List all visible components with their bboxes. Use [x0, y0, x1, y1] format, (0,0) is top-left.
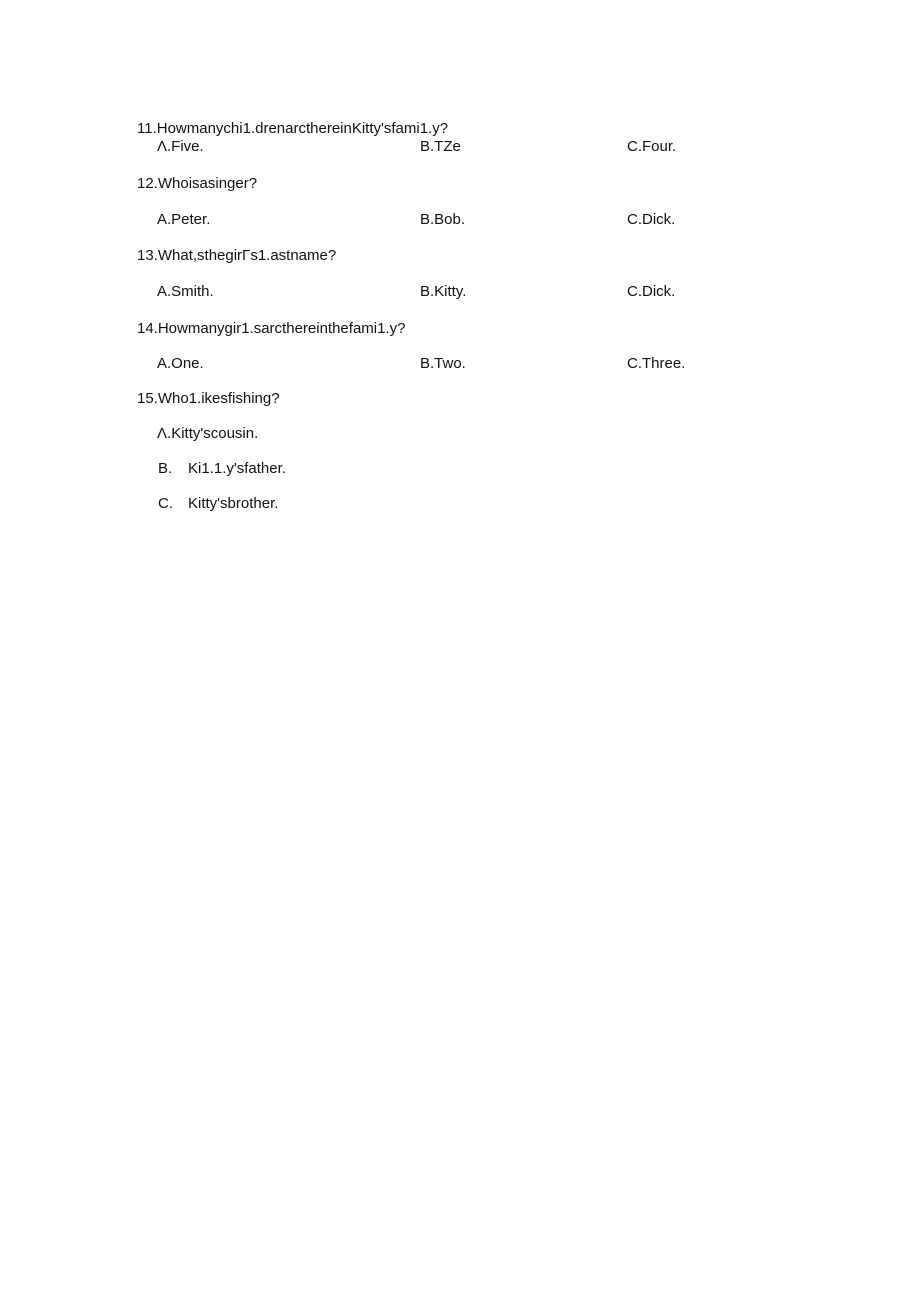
question-14-option-a: A.One. [157, 355, 204, 372]
question-15-option-c-text: Kitty'sbrother. [188, 495, 279, 512]
question-13-option-a: A.Smith. [157, 283, 214, 300]
question-11-option-a: Λ.Five. [157, 138, 204, 155]
question-13-stem: 13.What,sthegirΓs1.astname? [137, 247, 337, 264]
question-12-option-c: C.Dick. [627, 211, 676, 228]
question-12-option-b: B.Bob. [420, 211, 466, 228]
question-14-option-c: C.Three. [627, 355, 686, 372]
question-15-option-a [157, 425, 258, 443]
question-15-option-c-letter: C. [158, 495, 173, 512]
question-15-option-a-letter: Λ. [157, 425, 172, 442]
question-15-option-b-text: Ki1.1.y'sfather. [188, 460, 286, 477]
question-12-option-a: A.Peter. [157, 211, 211, 228]
question-14-option-b: B.Two. [420, 355, 466, 372]
question-11-option-c: C.Four. [627, 138, 677, 155]
question-12-stem: 12.Whoisasinger? [137, 175, 258, 192]
question-11-option-b: B.TZe [420, 138, 461, 155]
question-15-option-b-letter: B. [158, 460, 173, 477]
question-11-stem: 11.Howmanychi1.drenarcthereinKitty'sfami1.y? [137, 120, 449, 137]
question-13-option-b: B.Kitty. [420, 283, 467, 300]
question-15-option-a-text: Kitty'scousin. [171, 425, 259, 442]
question-13-option-c: C.Dick. [627, 283, 676, 300]
question-14-stem: 14.Howmanygir1.sarcthereinthefami1.y? [137, 320, 406, 337]
question-15-stem: 15.Who1.ikesfishing? [137, 390, 280, 407]
